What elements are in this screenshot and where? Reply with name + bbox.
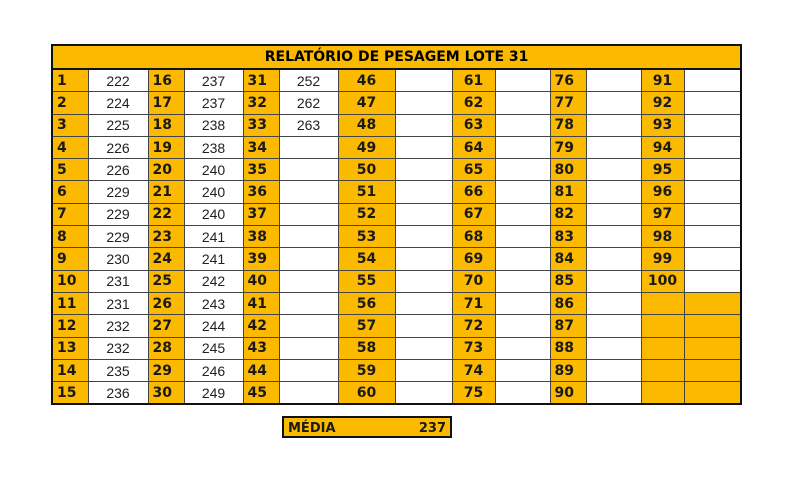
item-weight: 229	[88, 203, 148, 225]
item-weight: 232	[88, 337, 148, 359]
item-weight: 241	[184, 226, 243, 248]
item-number: 41	[243, 292, 279, 314]
item-weight	[395, 337, 452, 359]
item-number: 15	[52, 382, 88, 405]
item-number: 24	[148, 248, 184, 270]
item-number: 52	[338, 203, 395, 225]
item-number: 51	[338, 181, 395, 203]
item-number: 63	[452, 114, 495, 136]
item-weight	[586, 382, 641, 405]
item-number: 53	[338, 226, 395, 248]
item-number: 83	[550, 226, 586, 248]
item-weight: 229	[88, 181, 148, 203]
item-weight: 237	[184, 92, 243, 114]
item-weight	[586, 92, 641, 114]
item-weight	[586, 248, 641, 270]
item-number: 28	[148, 337, 184, 359]
item-number: 90	[550, 382, 586, 405]
weighing-table	[51, 44, 742, 405]
item-weight	[395, 114, 452, 136]
item-number: 84	[550, 248, 586, 270]
item-number: 87	[550, 315, 586, 337]
item-number: 66	[452, 181, 495, 203]
item-weight: 238	[184, 136, 243, 158]
item-number: 14	[52, 359, 88, 381]
item-number: 93	[641, 114, 684, 136]
title-row	[52, 45, 741, 69]
item-weight	[586, 203, 641, 225]
item-number: 29	[148, 359, 184, 381]
item-weight	[279, 248, 338, 270]
item-number: 80	[550, 159, 586, 181]
item-weight: 252	[279, 69, 338, 92]
item-weight	[395, 203, 452, 225]
item-weight	[586, 226, 641, 248]
item-number: 42	[243, 315, 279, 337]
item-weight	[395, 69, 452, 92]
average-box	[282, 416, 452, 438]
item-number: 4	[52, 136, 88, 158]
item-number: 98	[641, 226, 684, 248]
item-number: 91	[641, 69, 684, 92]
item-number	[641, 292, 684, 314]
item-weight	[395, 181, 452, 203]
item-weight: 226	[88, 136, 148, 158]
item-weight	[395, 382, 452, 405]
item-number: 67	[452, 203, 495, 225]
table-row	[52, 226, 741, 248]
item-weight	[684, 270, 741, 292]
item-number: 92	[641, 92, 684, 114]
item-weight	[495, 248, 550, 270]
item-weight: 238	[184, 114, 243, 136]
item-weight	[279, 136, 338, 158]
item-weight	[586, 114, 641, 136]
item-number: 72	[452, 315, 495, 337]
item-number: 95	[641, 159, 684, 181]
weighing-report	[51, 44, 740, 436]
item-weight	[495, 181, 550, 203]
item-number: 60	[338, 382, 395, 405]
item-number: 40	[243, 270, 279, 292]
average-value: 237	[418, 421, 446, 436]
item-weight	[395, 159, 452, 181]
item-weight	[495, 226, 550, 248]
item-number: 88	[550, 337, 586, 359]
item-number	[641, 382, 684, 405]
item-number: 85	[550, 270, 586, 292]
item-number: 94	[641, 136, 684, 158]
item-weight	[586, 159, 641, 181]
item-number: 9	[52, 248, 88, 270]
item-number: 70	[452, 270, 495, 292]
item-weight: 235	[88, 359, 148, 381]
item-weight	[395, 248, 452, 270]
item-number: 43	[243, 337, 279, 359]
item-weight	[586, 136, 641, 158]
item-weight: 244	[184, 315, 243, 337]
item-number: 23	[148, 226, 184, 248]
item-weight	[495, 136, 550, 158]
table-row	[52, 315, 741, 337]
item-weight	[684, 226, 741, 248]
item-number: 82	[550, 203, 586, 225]
item-weight	[395, 315, 452, 337]
table-row	[52, 181, 741, 203]
item-weight	[684, 359, 741, 381]
item-weight	[586, 292, 641, 314]
item-number: 89	[550, 359, 586, 381]
item-weight	[495, 315, 550, 337]
item-number: 61	[452, 69, 495, 92]
item-number: 86	[550, 292, 586, 314]
table-row	[52, 69, 741, 92]
item-number: 55	[338, 270, 395, 292]
item-number: 54	[338, 248, 395, 270]
item-number: 8	[52, 226, 88, 248]
item-weight	[279, 382, 338, 405]
item-number: 58	[338, 337, 395, 359]
item-number: 78	[550, 114, 586, 136]
item-number: 25	[148, 270, 184, 292]
table-row	[52, 382, 741, 405]
item-weight	[684, 248, 741, 270]
item-number: 39	[243, 248, 279, 270]
item-number: 56	[338, 292, 395, 314]
item-weight	[495, 359, 550, 381]
item-number	[641, 359, 684, 381]
item-number: 32	[243, 92, 279, 114]
item-number: 79	[550, 136, 586, 158]
item-weight	[495, 92, 550, 114]
item-weight: 249	[184, 382, 243, 405]
item-weight	[495, 337, 550, 359]
item-weight	[279, 226, 338, 248]
item-weight	[684, 315, 741, 337]
item-number: 30	[148, 382, 184, 405]
item-number: 13	[52, 337, 88, 359]
item-weight: 243	[184, 292, 243, 314]
item-weight	[495, 159, 550, 181]
item-weight: 222	[88, 69, 148, 92]
item-weight: 246	[184, 359, 243, 381]
item-number: 6	[52, 181, 88, 203]
item-number: 96	[641, 181, 684, 203]
item-number: 38	[243, 226, 279, 248]
item-number: 46	[338, 69, 395, 92]
item-number: 45	[243, 382, 279, 405]
item-number: 64	[452, 136, 495, 158]
item-number: 44	[243, 359, 279, 381]
table-row	[52, 159, 741, 181]
item-number: 16	[148, 69, 184, 92]
item-weight	[395, 292, 452, 314]
item-number: 59	[338, 359, 395, 381]
item-number: 5	[52, 159, 88, 181]
item-weight: 225	[88, 114, 148, 136]
item-number: 26	[148, 292, 184, 314]
item-number: 31	[243, 69, 279, 92]
item-number: 17	[148, 92, 184, 114]
item-number: 57	[338, 315, 395, 337]
item-number: 65	[452, 159, 495, 181]
item-number: 19	[148, 136, 184, 158]
item-number: 50	[338, 159, 395, 181]
item-weight: 242	[184, 270, 243, 292]
item-number: 2	[52, 92, 88, 114]
item-weight	[586, 181, 641, 203]
table-row	[52, 270, 741, 292]
item-weight: 229	[88, 226, 148, 248]
item-weight	[495, 292, 550, 314]
item-weight: 245	[184, 337, 243, 359]
item-weight: 231	[88, 292, 148, 314]
item-weight: 230	[88, 248, 148, 270]
item-number: 34	[243, 136, 279, 158]
item-number: 20	[148, 159, 184, 181]
item-weight	[684, 92, 741, 114]
report-title: RELATÓRIO DE PESAGEM LOTE 31	[52, 45, 741, 69]
item-weight	[586, 359, 641, 381]
item-weight	[279, 315, 338, 337]
item-weight	[684, 382, 741, 405]
item-weight: 262	[279, 92, 338, 114]
item-number: 100	[641, 270, 684, 292]
table-row	[52, 92, 741, 114]
item-number: 11	[52, 292, 88, 314]
item-number: 49	[338, 136, 395, 158]
item-weight: 241	[184, 248, 243, 270]
item-number: 12	[52, 315, 88, 337]
item-number: 47	[338, 92, 395, 114]
item-number: 71	[452, 292, 495, 314]
item-number: 77	[550, 92, 586, 114]
item-number: 1	[52, 69, 88, 92]
item-number: 7	[52, 203, 88, 225]
item-weight: 240	[184, 181, 243, 203]
item-weight	[495, 69, 550, 92]
item-weight	[395, 359, 452, 381]
item-weight	[395, 92, 452, 114]
item-number: 33	[243, 114, 279, 136]
item-number: 3	[52, 114, 88, 136]
item-number: 97	[641, 203, 684, 225]
item-number: 22	[148, 203, 184, 225]
table-row	[52, 359, 741, 381]
item-number	[641, 315, 684, 337]
item-weight	[684, 203, 741, 225]
item-number: 99	[641, 248, 684, 270]
item-weight: 224	[88, 92, 148, 114]
item-number: 21	[148, 181, 184, 203]
item-weight	[395, 226, 452, 248]
item-number: 62	[452, 92, 495, 114]
item-weight	[279, 359, 338, 381]
item-number: 48	[338, 114, 395, 136]
item-number: 75	[452, 382, 495, 405]
item-weight: 240	[184, 159, 243, 181]
item-number: 35	[243, 159, 279, 181]
item-weight	[279, 292, 338, 314]
item-number: 81	[550, 181, 586, 203]
item-weight: 232	[88, 315, 148, 337]
item-weight	[684, 337, 741, 359]
item-weight	[279, 337, 338, 359]
item-weight	[279, 203, 338, 225]
item-weight: 226	[88, 159, 148, 181]
item-weight: 237	[184, 69, 243, 92]
item-number: 36	[243, 181, 279, 203]
item-weight	[279, 181, 338, 203]
item-weight	[279, 270, 338, 292]
item-weight	[586, 69, 641, 92]
item-weight	[279, 159, 338, 181]
item-number: 74	[452, 359, 495, 381]
item-number: 27	[148, 315, 184, 337]
item-weight: 231	[88, 270, 148, 292]
item-weight	[684, 136, 741, 158]
item-weight	[684, 292, 741, 314]
item-number	[641, 337, 684, 359]
item-weight: 236	[88, 382, 148, 405]
item-weight	[586, 337, 641, 359]
item-number: 69	[452, 248, 495, 270]
item-weight: 240	[184, 203, 243, 225]
item-weight	[684, 181, 741, 203]
table-row	[52, 248, 741, 270]
item-number: 18	[148, 114, 184, 136]
item-weight	[586, 270, 641, 292]
table-row	[52, 136, 741, 158]
item-weight	[495, 114, 550, 136]
table-row	[52, 292, 741, 314]
item-weight	[495, 382, 550, 405]
item-number: 37	[243, 203, 279, 225]
item-weight	[684, 114, 741, 136]
item-number: 68	[452, 226, 495, 248]
item-number: 76	[550, 69, 586, 92]
item-weight	[495, 203, 550, 225]
average-label: MÉDIA	[288, 421, 336, 436]
item-number: 73	[452, 337, 495, 359]
item-weight	[684, 159, 741, 181]
item-weight	[395, 136, 452, 158]
item-weight	[586, 315, 641, 337]
item-weight	[684, 69, 741, 92]
table-row	[52, 337, 741, 359]
table-row	[52, 203, 741, 225]
item-weight: 263	[279, 114, 338, 136]
table-row	[52, 114, 741, 136]
item-weight	[495, 270, 550, 292]
item-weight	[395, 270, 452, 292]
item-number: 10	[52, 270, 88, 292]
